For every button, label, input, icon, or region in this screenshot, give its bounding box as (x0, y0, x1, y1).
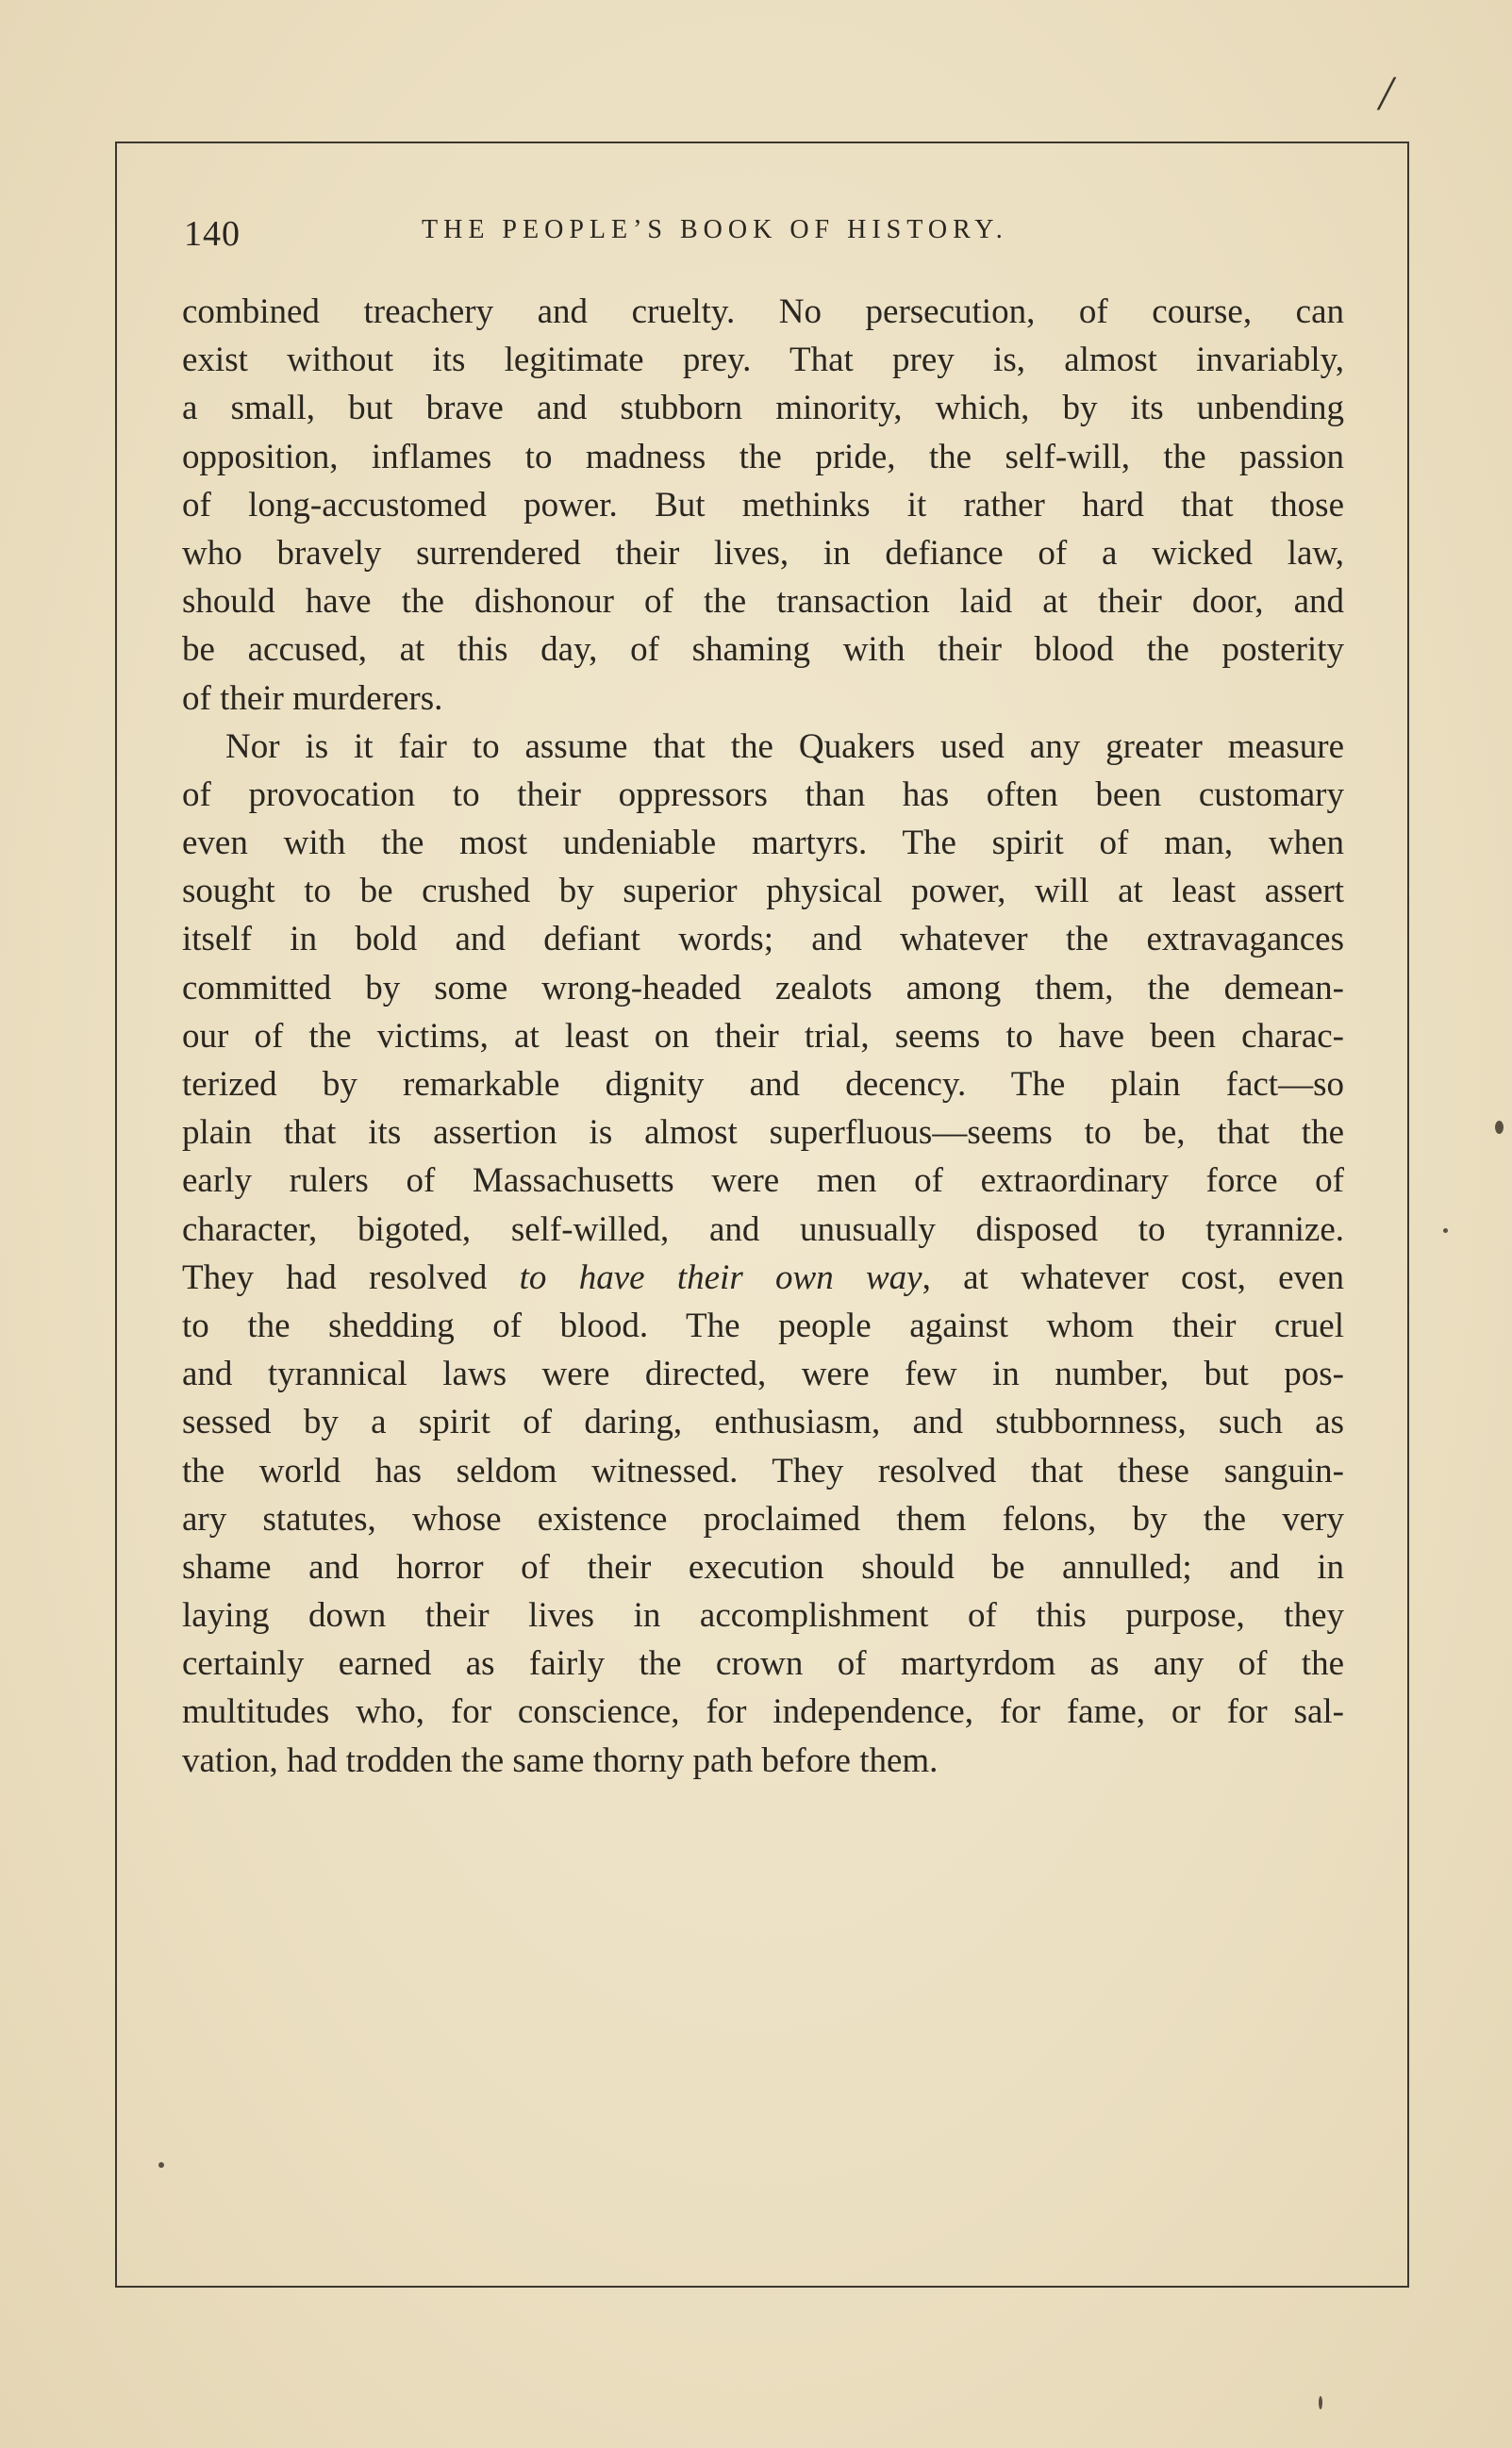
text-line-11: of provocation to their oppressors than has often been customary (182, 774, 1344, 814)
text-line-6: who bravely surrendered their lives, in defiance of a wicked law, (182, 533, 1344, 573)
running-head: THE PEOPLE’S BOOK OF HISTORY. (422, 215, 1008, 244)
text-line-18: plain that its assertion is almost superfluous—seems to be, that the (182, 1113, 1344, 1153)
text-line-29: certainly earned as fairly the crown of martyrdom as any of the (182, 1644, 1344, 1684)
text-line-30: multitudes who, for conscience, for independence, for fame, or for sal- (182, 1692, 1344, 1732)
pencil-mark: / (1379, 67, 1393, 121)
text-line-10: Nor is it fair to assume that the Quakers used any greater measure (225, 726, 1344, 766)
text-line-14: itself in bold and defiant words; and whatever the extravagances (182, 920, 1344, 959)
text-line-9: of their murderers. (182, 678, 443, 718)
text-line-8: be accused, at this day, of shaming with their blood the posterity (182, 630, 1344, 670)
page-number: 140 (184, 214, 241, 254)
text-line-1: combined treachery and cruelty. No persecution, of course, can (182, 292, 1344, 331)
text-line-15: committed by some wrong-headed zealots among them, the demean- (182, 968, 1344, 1008)
text-line-31: vation, had trodden the same thorny path before them. (182, 1740, 939, 1780)
text-line-22: to the shedding of blood. The people against whom their cruel (182, 1306, 1344, 1345)
text-line-4: opposition, inflames to madness the pride, the self-will, the passion (182, 437, 1344, 476)
text-line-12: even with the most undeniable martyrs. The spirit of man, when (182, 824, 1344, 863)
text-line-21: They had resolved to have their own way, at whatever cost, even (182, 1257, 1344, 1297)
text-line-20: character, bigoted, self-willed, and unusually disposed to tyrannize. (182, 1209, 1344, 1249)
page-header (184, 209, 1344, 266)
text-line-24: sessed by a spirit of daring, enthusiasm, and stubbornness, such as (182, 1403, 1344, 1442)
ink-speck (1319, 2396, 1322, 2409)
text-line-13: sought to be crushed by superior physical power, will at least assert (182, 872, 1344, 911)
text-line-2: exist without its legitimate prey. That prey is, almost invariably, (182, 341, 1344, 380)
text-line-19: early rulers of Massachusetts were men of extraordinary force of (182, 1161, 1344, 1201)
body-text (182, 288, 1344, 1785)
ink-speck (1443, 1228, 1448, 1233)
ink-speck (158, 2162, 164, 2168)
text-line-5: of long-accustomed power. But methinks it rather hard that those (182, 485, 1344, 525)
text-line-17: terized by remarkable dignity and decency. The plain fact—so (182, 1065, 1344, 1104)
text-line-27: shame and horror of their execution should be annulled; and in (182, 1547, 1344, 1587)
text-line-7: should have the dishonour of the transaction laid at their door, and (182, 582, 1344, 622)
ink-speck (1495, 1121, 1504, 1134)
text-line-16: our of the victims, at least on their trial, seems to have been charac- (182, 1016, 1344, 1056)
text-line-26: ary statutes, whose existence proclaimed them felons, by the very (182, 1499, 1344, 1539)
text-line-28: laying down their lives in accomplishment of this purpose, they (182, 1596, 1344, 1636)
text-line-25: the world has seldom witnessed. They resolved that these sanguin- (182, 1451, 1344, 1490)
text-line-23: and tyrannical laws were directed, were few in number, but pos- (182, 1355, 1344, 1394)
text-line-3: a small, but brave and stubborn minority, which, by its unbending (182, 389, 1344, 428)
italic-phrase: to have their own way (519, 1257, 922, 1297)
